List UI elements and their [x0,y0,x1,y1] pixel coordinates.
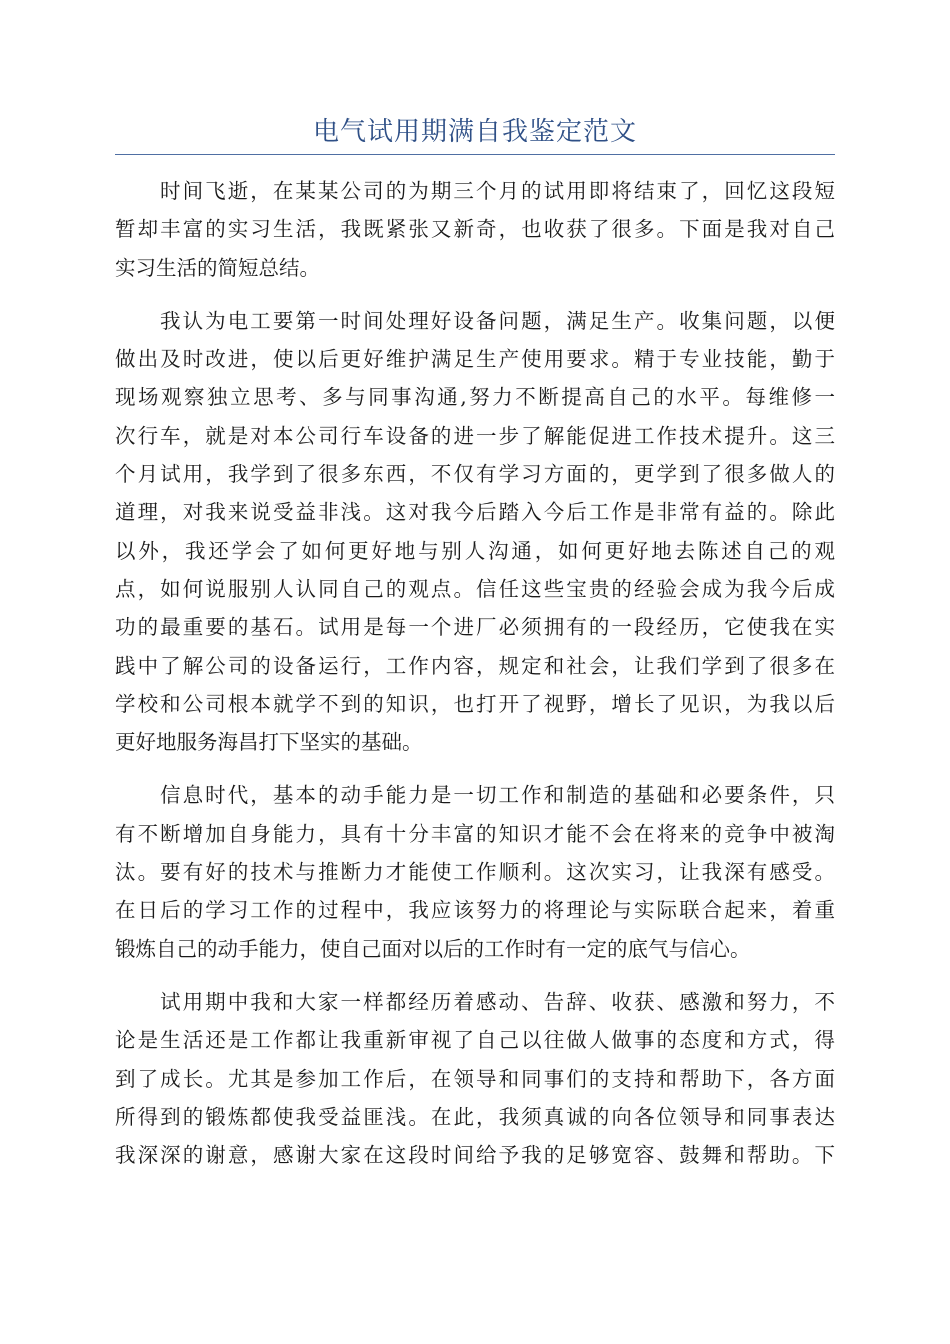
document-title: 电气试用期满自我鉴定范文 [312,117,637,147]
paragraph-line: 时间飞逝，在某某公司的为期三个月的试用即将结束了，回忆这段短 [160,179,835,203]
paragraph-line: 我认为电工要第一时间处理好设备问题，满足生产。收集问题，以便 [160,308,835,333]
paragraph-line: 信息时代，基本的动手能力是一切工作和制造的基础和必要条件，只 [160,783,835,808]
paragraph-line: 点，如何说服别人认同自己的观点。信任这些宝贵的经验会成为我今后成 [115,576,835,601]
paragraph-line: 实习生活的简短总结。 [115,255,320,280]
paragraph-line: 有不断增加自身能力，具有十分丰富的知识才能不会在将来的竞争中被淘 [115,821,835,846]
paragraph-line: 所得到的锻炼都使我受益匪浅。在此，我须真诚的向各位领导和同事表达 [115,1104,835,1129]
paragraph-line: 汰。要有好的技术与推断力才能使工作顺利。这次实习，让我深有感受。 [115,860,835,885]
paragraph-line: 个月试用，我学到了很多东西，不仅有学习方面的，更学到了很多做人的 [115,462,835,487]
paragraph-line: 道理，对我来说受益非浅。这对我今后踏入今后工作是非常有益的。除此 [115,500,835,525]
paragraph-line: 次行车，就是对本公司行车设备的进一步了解能促进工作技术提升。这三 [115,423,835,448]
paragraph-1 [115,172,835,287]
paragraph-4 [115,983,835,1174]
paragraph-line: 我深深的谢意，感谢大家在这段时间给予我的足够宽容、鼓舞和帮助。下 [115,1143,835,1168]
title-underline [115,154,835,155]
paragraph-line: 以外，我还学会了如何更好地与别人沟通，如何更好地去陈述自己的观 [115,538,835,563]
paragraph-line: 论是生活还是工作都让我重新审视了自己以往做人做事的态度和方式，得 [115,1028,835,1053]
paragraph-line: 到了成长。尤其是参加工作后，在领导和同事们的支持和帮助下，各方面 [115,1066,835,1091]
paragraph-line: 做出及时改进，使以后更好维护满足生产使用要求。精于专业技能，勤于 [115,347,835,372]
paragraph-line: 更好地服务海昌打下坚实的基础。 [115,730,423,755]
paragraph-2 [115,302,835,762]
paragraph-line: 锻炼自己的动手能力，使自己面对以后的工作时有一定的底气与信心。 [115,936,751,961]
paragraph-3 [115,776,835,967]
paragraph-line: 学校和公司根本就学不到的知识，也打开了视野，增长了见识，为我以后 [115,691,835,716]
paragraph-line: 在日后的学习工作的过程中，我应该努力的将理论与实际联合起来，着重 [115,898,835,923]
paragraph-line: 暂却丰富的实习生活，我既紧张又新奇，也收获了很多。下面是我对自己 [115,217,835,242]
paragraph-line: 践中了解公司的设备运行，工作内容，规定和社会，让我们学到了很多在 [115,653,835,678]
document-body [115,172,835,1189]
paragraph-line: 功的最重要的基石。试用是每一个进厂必须拥有的一段经历，它使我在实 [115,615,835,640]
paragraph-line: 现场观察独立思考、多与同事沟通,努力不断提高自己的水平。每维修一 [115,385,835,410]
paragraph-line: 试用期中我和大家一样都经历着感动、告辞、收获、感激和努力，不 [160,989,835,1014]
